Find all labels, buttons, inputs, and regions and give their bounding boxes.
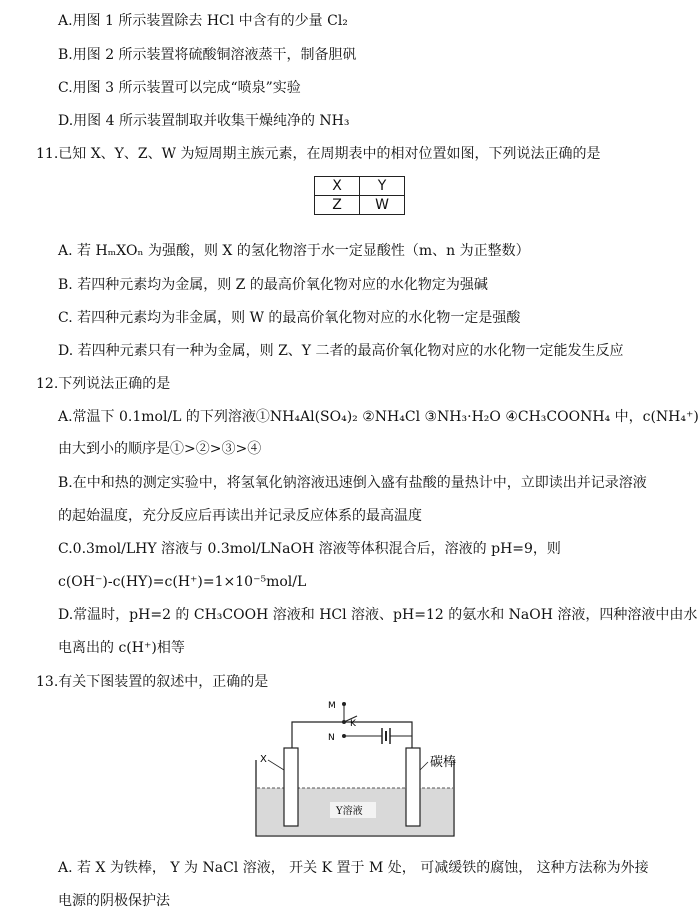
q12-option-d-line2: 电离出的 c(H⁺)相等	[58, 640, 185, 656]
label-carbon-rod: 碳棒	[430, 755, 457, 770]
q10-option-c: C.用图 3 所示装置可以完成“喷泉”实验	[58, 80, 301, 96]
element-position-table	[314, 176, 405, 215]
table-cell-y: Y	[360, 177, 405, 196]
contact-m	[342, 702, 346, 706]
q12-option-d-line1: D.常温时，pH=2 的 CH₃COOH 溶液和 HCl 溶液、pH=12 的氨水和 NaOH 溶液，四种溶液中由水	[58, 607, 698, 623]
electrolysis-apparatus-figure	[232, 698, 482, 848]
table-cell-w: W	[360, 196, 405, 215]
table-cell-x: X	[315, 177, 360, 196]
q12-option-a-line1: A.常温下 0.1mol/L 的下列溶液①NH₄Al(SO₄)₂ ②NH₄Cl ③NH₃·H₂O ④CH₃COONH₄ 中，c(NH₄⁺)	[58, 409, 699, 425]
label-x: X	[260, 754, 267, 765]
q12-option-b-line1: B.在中和热的测定实验中，将氢氧化钠溶液迅速倒入盛有盐酸的量热计中，立即读出并记录溶液	[58, 475, 647, 491]
electrode-x	[284, 748, 298, 826]
label-x-pointer	[268, 760, 284, 770]
q13-option-a-line1: A. 若 X 为铁棒， Y 为 NaCl 溶液， 开关 K 置于 M 处， 可减缓铁的腐蚀， 这种方法称为外接	[58, 860, 649, 876]
q12-option-a-line2: 由大到小的顺序是①>②>③>④	[58, 441, 262, 457]
label-solution: Y溶液	[336, 806, 363, 817]
q11-option-d: D. 若四种元素只有一种为金属，则 Z、Y 二者的最高价氧化物对应的水化物一定能发生反应	[58, 343, 624, 359]
label-k: K	[350, 719, 356, 729]
q13-option-a-line2: 电源的阴极保护法	[58, 893, 170, 909]
q12-option-b-line2: 的起始温度，充分反应后再读出并记录反应体系的最高温度	[58, 508, 422, 524]
carbon-rod	[406, 748, 420, 826]
q11-stem: 11.已知 X、Y、Z、W 为短周期主族元素，在周期表中的相对位置如图，下列说法正确的是	[36, 146, 601, 162]
q12-option-c-line2: c(OH⁻)-c(HY)=c(H⁺)=1×10⁻⁵mol/L	[58, 574, 307, 590]
label-carbon-pointer	[420, 762, 428, 770]
q11-option-c: C. 若四种元素均为非金属，则 W 的最高价氧化物对应的水化物一定是强酸	[58, 310, 521, 326]
label-n: N	[328, 733, 335, 743]
q12-stem: 12.下列说法正确的是	[36, 376, 171, 392]
q10-option-d: D.用图 4 所示装置制取并收集干燥纯净的 NH₃	[58, 113, 350, 129]
q12-option-c-line1: C.0.3mol/LHY 溶液与 0.3mol/LNaOH 溶液等体积混合后，溶液的 pH=9，则	[58, 541, 561, 557]
table-cell-z: Z	[315, 196, 360, 215]
q10-option-b: B.用图 2 所示装置将硫酸铜溶液蒸干，制备胆矾	[58, 47, 357, 63]
label-m: M	[328, 701, 336, 711]
q11-option-b: B. 若四种元素均为金属，则 Z 的最高价氧化物对应的水化物定为强碱	[58, 277, 488, 293]
q11-option-a: A. 若 HₘXOₙ 为强酸，则 X 的氢化物溶于水一定显酸性（m、n 为正整数）	[58, 243, 530, 259]
q13-stem: 13.有关下图装置的叙述中，正确的是	[36, 674, 269, 690]
q10-option-a: A.用图 1 所示装置除去 HCl 中含有的少量 Cl₂	[58, 13, 348, 29]
